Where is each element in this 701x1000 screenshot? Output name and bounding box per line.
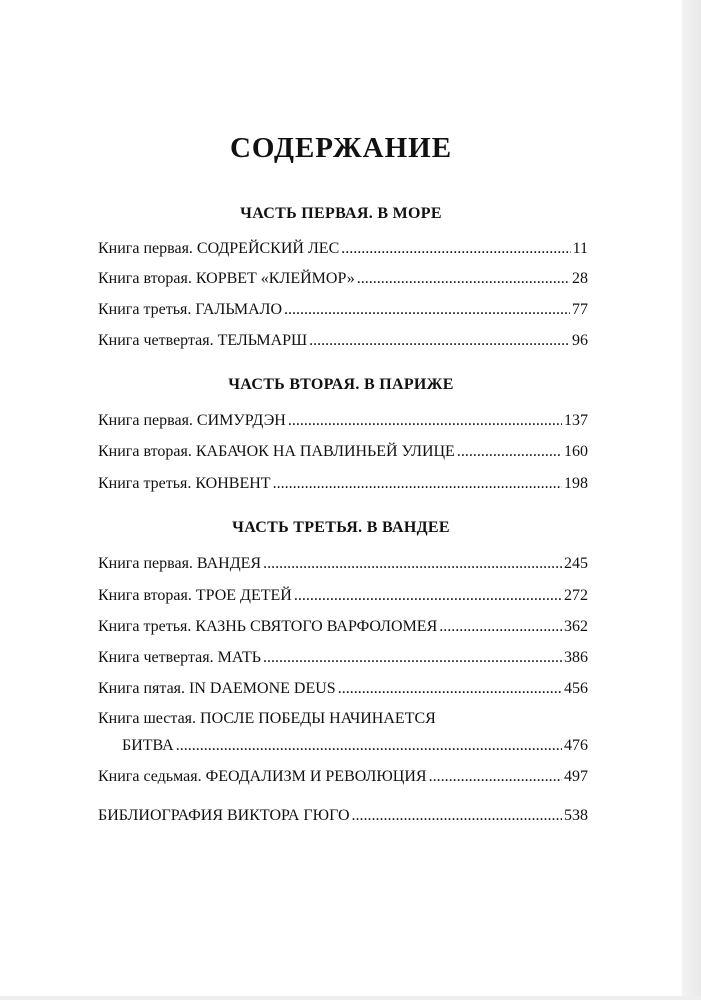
- page-edge-shadow: [682, 0, 701, 1000]
- toc-entry-label: Книга вторая. ТРОЕ ДЕТЕЙ: [98, 587, 292, 604]
- toc-entry-page: 137: [564, 412, 588, 429]
- toc-entry: [98, 553, 588, 575]
- dot-leader: [352, 805, 562, 827]
- toc-entry-label: Книга первая. СОДРЕЙСКИЙ ЛЕС: [98, 240, 340, 257]
- part-heading-1: ЧАСТЬ ПЕРВАЯ. В МОРЕ: [240, 205, 442, 222]
- toc-entry: [98, 410, 588, 432]
- toc-entry-page: 456: [564, 680, 588, 697]
- toc-entry-page: 386: [564, 649, 588, 666]
- toc-entry: [98, 330, 588, 352]
- dot-leader: [457, 441, 562, 463]
- toc-entry-label: Книга третья. КОНВЕНТ: [98, 475, 271, 492]
- toc-entry-page: 96: [572, 332, 588, 349]
- toc-entry-page: 538: [564, 807, 588, 824]
- dot-leader: [273, 473, 562, 495]
- dot-leader: [263, 647, 562, 669]
- toc-entry-label: Книга вторая. КАБАЧОК НА ПАВЛИНЬЕЙ УЛИЦЕ: [98, 443, 455, 460]
- toc-entry-label: Книга седьмая. ФЕОДАЛИЗМ И РЕВОЛЮЦИЯ: [98, 768, 427, 785]
- toc-entry-label: Книга четвертая. МАТЬ: [98, 649, 261, 666]
- toc-entry: [98, 441, 588, 463]
- toc-entry-label: Книга четвертая. ТЕЛЬМАРШ: [98, 332, 308, 349]
- dot-leader: [284, 299, 570, 321]
- dot-leader: [429, 766, 562, 788]
- page-bottom-edge: [0, 996, 701, 1000]
- toc-entry-label: Книга вторая. КОРВЕТ «КЛЕЙМОР»: [98, 270, 355, 287]
- toc-entry-page: 476: [564, 737, 588, 754]
- toc-entry-page: 362: [564, 618, 588, 635]
- toc-entry-label-line2: БИТВА: [122, 737, 174, 754]
- toc-entry: [98, 268, 588, 290]
- dot-leader: [288, 410, 562, 432]
- part-heading-2: ЧАСТЬ ВТОРАЯ. В ПАРИЖЕ: [228, 376, 454, 393]
- dot-leader: [294, 585, 562, 607]
- toc-entry: [98, 473, 588, 495]
- dot-leader: [309, 330, 570, 352]
- dot-leader: [263, 553, 562, 575]
- toc-entry-label-line1: Книга шестая. ПОСЛЕ ПОБЕДЫ НАЧИНАЕТСЯ: [98, 710, 436, 727]
- toc-entry: [98, 616, 588, 638]
- dot-leader: [338, 678, 562, 700]
- toc-entry: [98, 299, 588, 321]
- toc-entry: [98, 585, 588, 607]
- dot-leader: [439, 616, 562, 638]
- toc-entry: [98, 238, 588, 260]
- dot-leader: [176, 735, 562, 757]
- toc-entry-bibliography: [98, 805, 588, 827]
- toc-entry-page: 198: [564, 475, 588, 492]
- toc-entry: [98, 766, 588, 788]
- toc-entry-page: 160: [564, 443, 588, 460]
- toc-entry-label: Книга пятая. IN DAEMONE DEUS: [98, 680, 336, 697]
- toc-entry: [122, 735, 588, 757]
- toc-entry-page: 272: [564, 587, 588, 604]
- dot-leader: [341, 238, 570, 260]
- toc-entry-page: 28: [572, 270, 588, 287]
- toc-entry-page: 497: [564, 768, 588, 785]
- toc-entry: [98, 647, 588, 669]
- toc-entry-label: Книга третья. ГАЛЬМАЛО: [98, 301, 283, 318]
- toc-entry-page: 77: [572, 301, 588, 318]
- toc-entry-label: Книга третья. КАЗНЬ СВЯТОГО ВАРФОЛОМЕЯ: [98, 618, 438, 635]
- page-title: СОДЕРЖАНИЕ: [229, 132, 453, 164]
- toc-entry-label: БИБЛИОГРАФИЯ ВИКТОРА ГЮГО: [98, 807, 350, 824]
- toc-entry-label: Книга первая. ВАНДЕЯ: [98, 555, 262, 572]
- toc-entry: [98, 678, 588, 700]
- toc-entry-page: 11: [572, 240, 588, 257]
- dot-leader: [357, 268, 570, 290]
- toc-entry-label: Книга первая. СИМУРДЭН: [98, 412, 286, 429]
- part-heading-3: ЧАСТЬ ТРЕТЬЯ. В ВАНДЕЕ: [232, 519, 450, 536]
- toc-entry-page: 245: [564, 555, 588, 572]
